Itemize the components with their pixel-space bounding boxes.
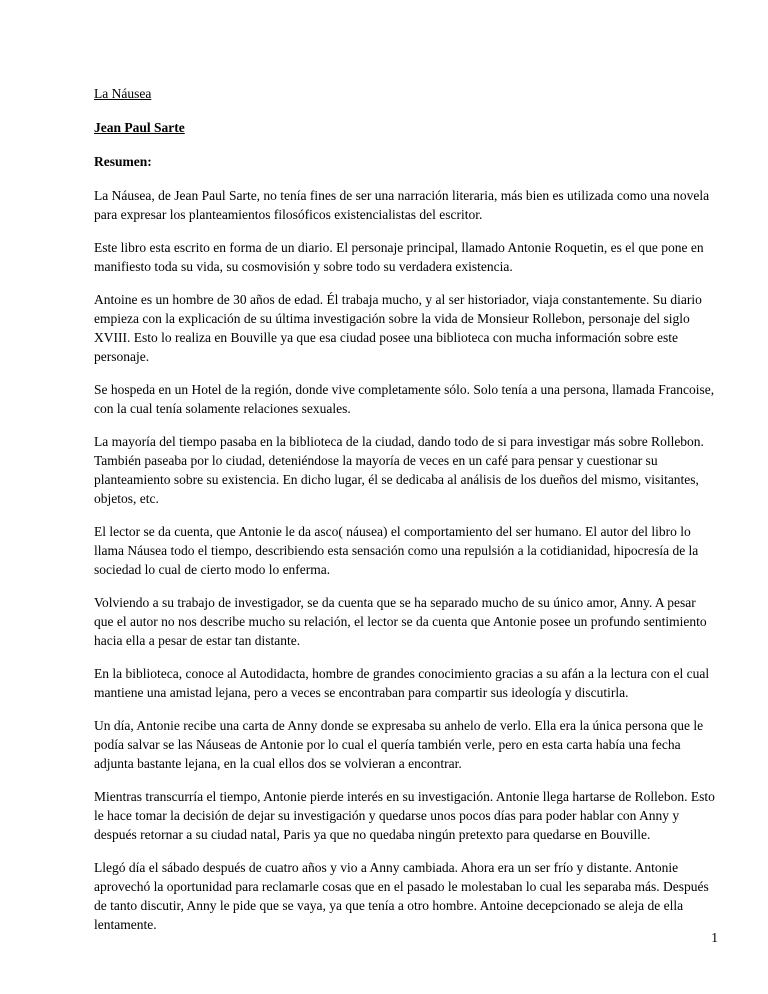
paragraph: En la biblioteca, conoce al Autodidacta, hombre de grandes conocimiento gracias a su afán a la lectura con el cual mantiene una amistad lejana, pero a veces se encontraban para compartir sus ideología y discutirla. bbox=[94, 666, 710, 700]
paragraph: Volviendo a su trabajo de investigador, se da cuenta que se ha separado mucho de su único amor, Anny. A pesar que el autor no nos describe mucho su relación, el lector se da cuenta que Antonie posee un profundo sentimiento hacia ella a pesar de estar tan distante. bbox=[94, 595, 707, 648]
doc-author: Jean Paul Sarte bbox=[94, 120, 185, 135]
paragraph: La mayoría del tiempo pasaba en la biblioteca de la ciudad, dando todo de si para investigar más sobre Rollebon. También paseaba por lo ciudad, deteniéndose la mayoría de veces en un café para pensar y cuestionar su planteamiento sobre su existencia. En dicho lugar, él se dedicaba al análisis de los dueños del mismo, visitantes, objetos, etc. bbox=[94, 434, 704, 506]
section-heading: Resumen: bbox=[94, 154, 152, 169]
page-number: 1 bbox=[711, 930, 718, 945]
doc-title: La Náusea bbox=[94, 86, 152, 101]
paragraph: Antoine es un hombre de 30 años de edad. Él trabaja mucho, y al ser historiador, viaja constantemente. Su diario empieza con la explicación de su última investigación sobre la vida de Monsieur Rollebon, personaje del siglo XVIII. Esto lo realiza en Bouville ya que esa ciudad posee una biblioteca con mucha información sobre este personaje. bbox=[94, 292, 702, 364]
paragraph: Se hospeda en un Hotel de la región, donde vive completamente sólo. Solo tenía a una persona, llamada Francoise, con la cual tenía solamente relaciones sexuales. bbox=[94, 382, 715, 416]
paragraph: Mientras transcurría el tiempo, Antonie pierde interés en su investigación. Antonie llega hartarse de Rollebon. Esto le hace tomar la decisión de dejar su investigación y quedarse unos pocos días para poder hablar con Anny y después retornar a su ciudad natal, Paris ya que no quedaba ningún pretexto para quedarse en Bouville. bbox=[94, 789, 715, 842]
paragraph: La Náusea, de Jean Paul Sarte, no tenía fines de ser una narración literaria, más bien es utilizada como una novela para expresar los planteamientos filosóficos existencialistas del escritor. bbox=[94, 188, 710, 222]
paragraph: El lector se da cuenta, que Antonie le da asco( náusea) el comportamiento del ser humano. El autor del libro lo llama Náusea todo el tiempo, describiendo esta sensación como una repulsión a la cotidianidad, hipocresía de la sociedad lo cual de cierto modo lo enferma. bbox=[94, 524, 699, 577]
paragraph: Este libro esta escrito en forma de un diario. El personaje principal, llamado Antonie Roquetin, es el que pone en manifiesto toda su vida, su cosmovisión y sobre todo su verdadera existencia. bbox=[94, 240, 704, 274]
paragraph: Un día, Antonie recibe una carta de Anny donde se expresaba su anhelo de verlo. Ella era la única persona que le podía salvar se las Náuseas de Antonie por lo cual el quería también verle, pero en esta carta había una fecha adjunta bastante lejana, en la cual ellos dos se volvieran a encontrar. bbox=[94, 718, 704, 771]
paragraph: Llegó día el sábado después de cuatro años y vio a Anny cambiada. Ahora era un ser frío y distante. Antonie aprovechó la oportunidad para reclamarle cosas que en el pasado le molestaban lo cual les separaba más. Después de tanto discutir, Anny le pide que se vaya, ya que tenía a otro hombre. Antoine decepcionado se aleja de ella lentamente. bbox=[94, 860, 709, 932]
